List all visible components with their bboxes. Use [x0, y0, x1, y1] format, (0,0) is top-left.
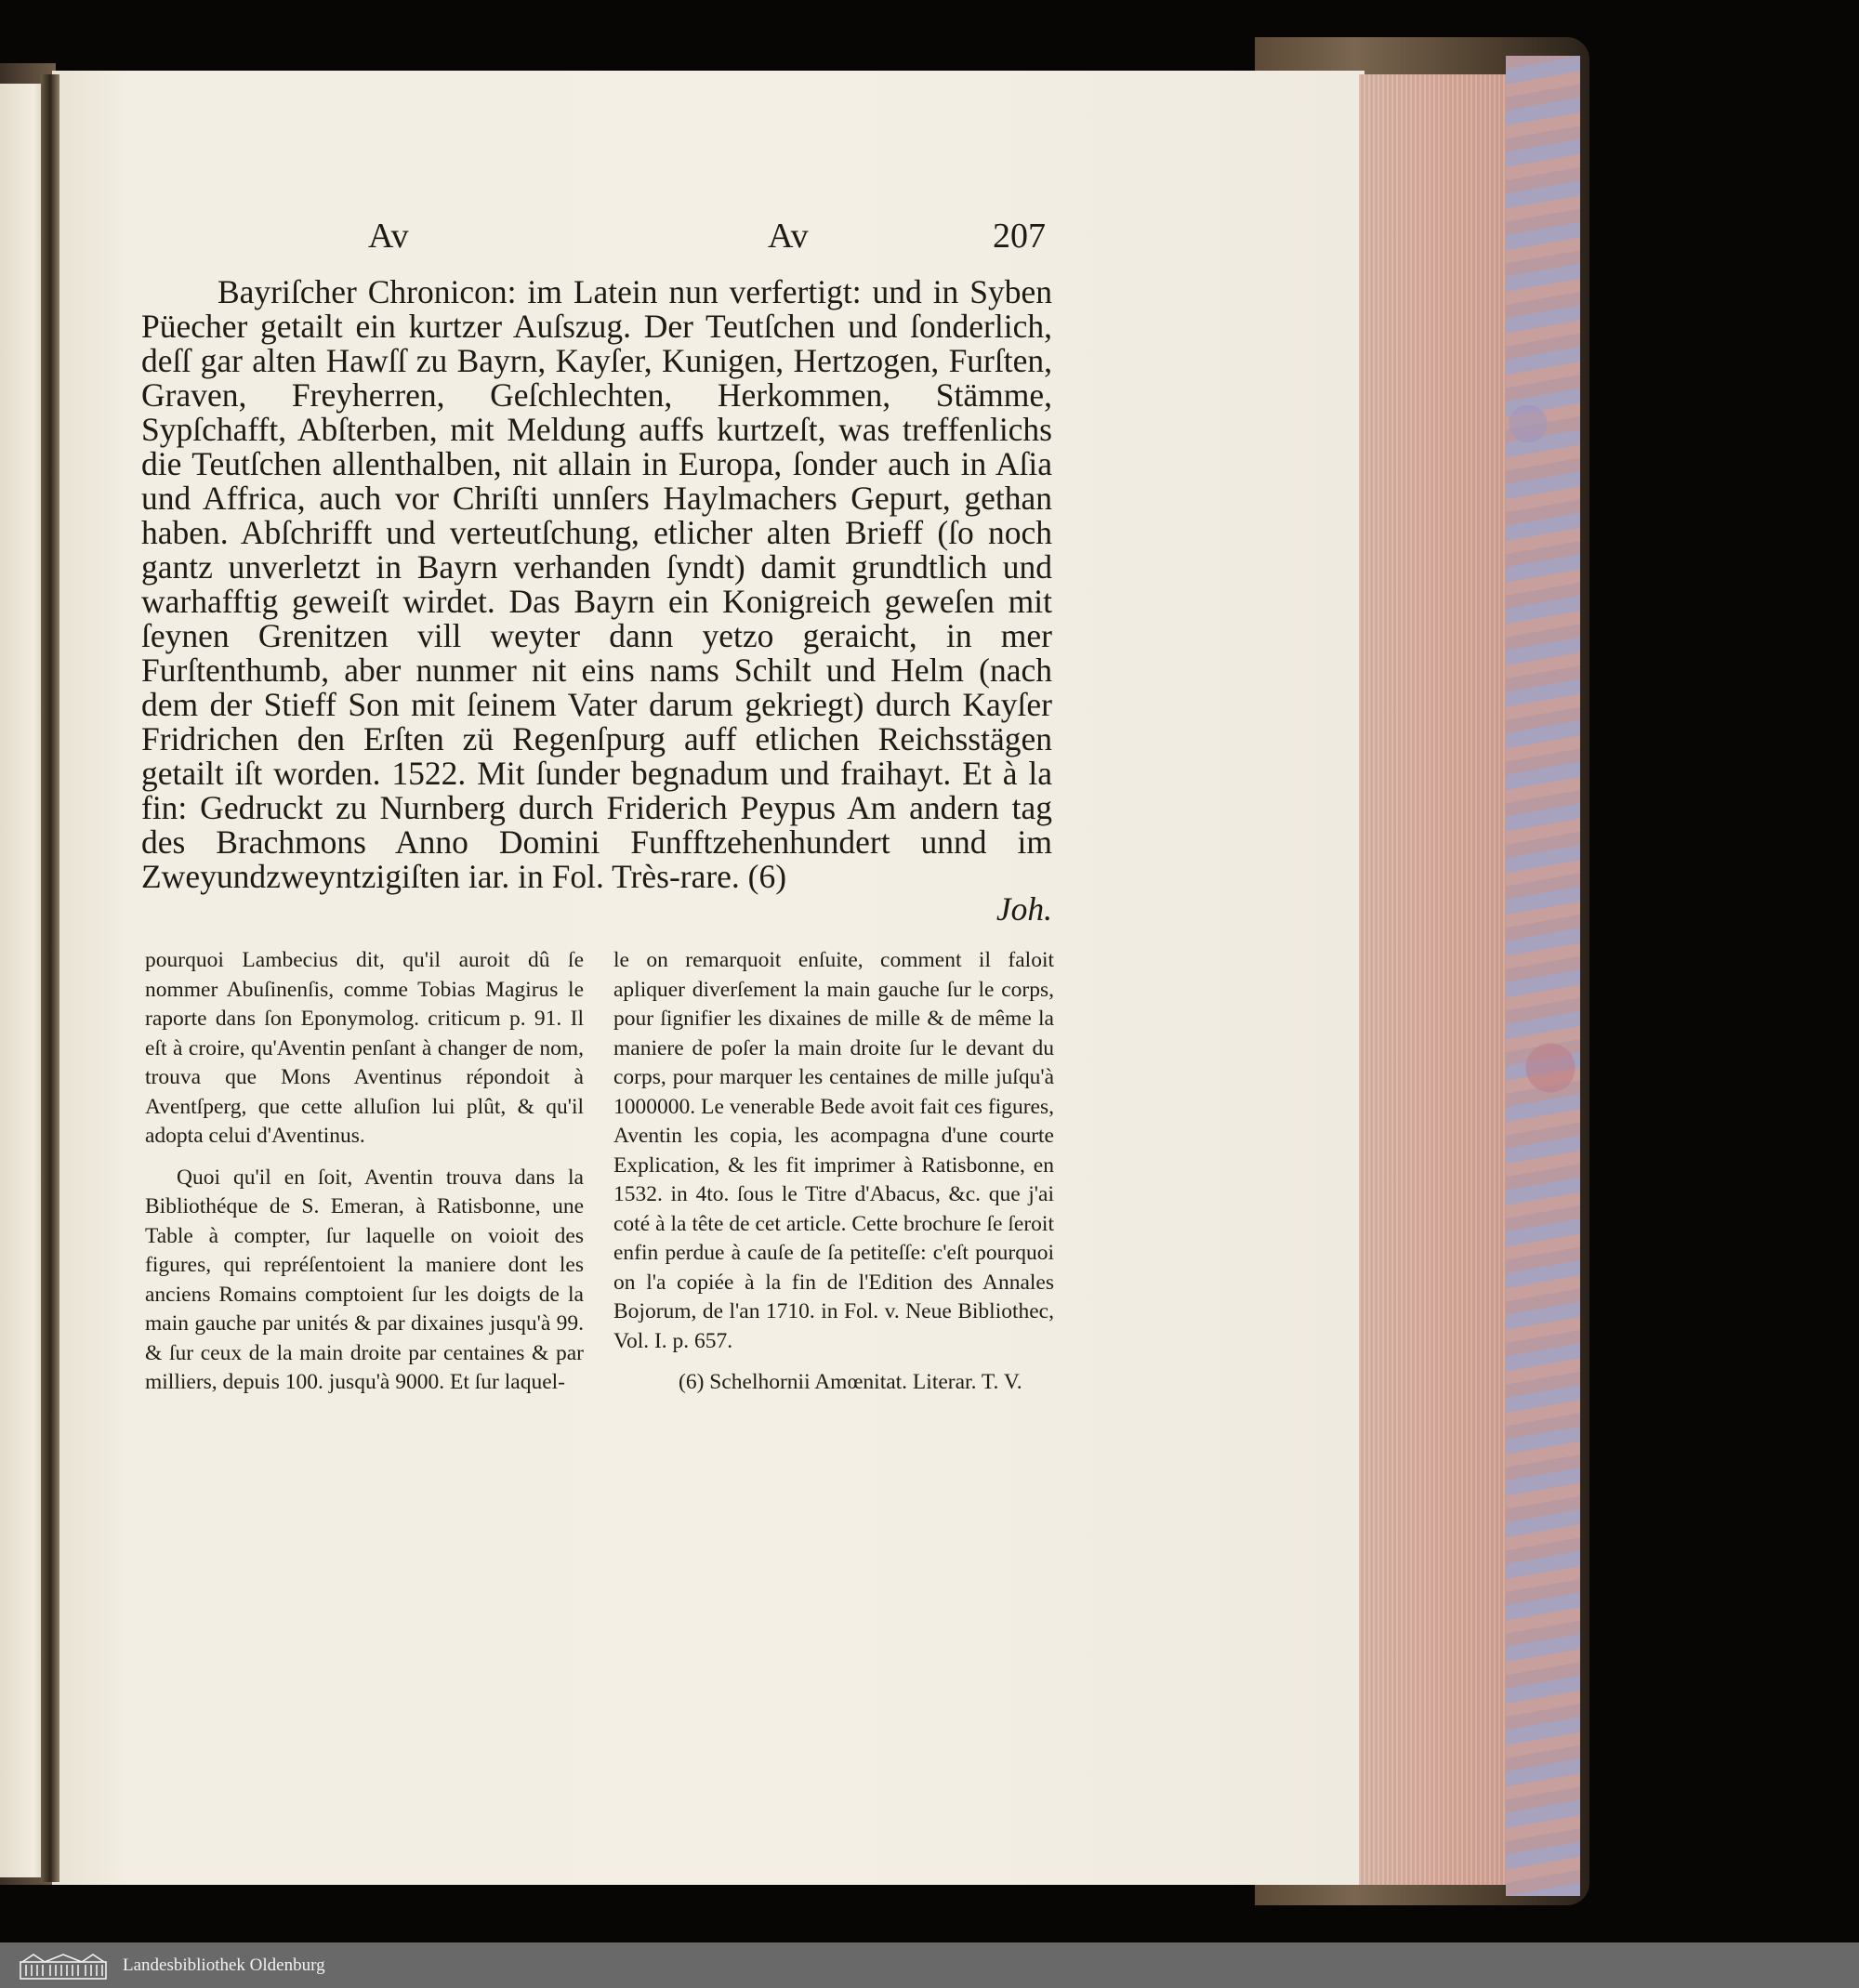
footnote: (6) Schelhornii Amœnitat. Literar. T. V. [679, 1370, 1022, 1394]
running-head-center: Av [768, 217, 809, 256]
page-number: 207 [993, 217, 1046, 256]
book-gutter [41, 74, 59, 1882]
marbled-endpaper [1506, 56, 1580, 1896]
note-paragraph: Quoi qu'il en ſoit, Aventin trouva dans la Bibliothéque de S. Emeran, à Ratisbonne, une Table à compter, ſur laquelle on voioit des figures, qui repréſentoient la maniere dont les anciens Romains comptoient ſur les doigts de la main gauche par unités & par dixaines jusqu'à 99. & ſur ceux de la main droite par centaines & par milliers, depuis 100. jusqu'à 9000. Et ſur laquel- [145, 1165, 584, 1394]
note-column-right [613, 946, 1054, 1398]
library-building-icon [17, 1951, 110, 1981]
library-name: Landesbibliothek Oldenburg [123, 1955, 325, 1975]
running-head-left: Av [368, 217, 409, 256]
note-paragraph: le on remarquoit enſuite, comment il faloit apliquer diverſement la main gauche ſur le corps, pour ſignifier les dixaines de mille & de même la maniere de poſer la main droite ſur le devant du corps, pour marquer les centaines de mille juſqu'à 1000000. Le venerable Bede avoit fait ces figures, Aventin les copia, les acompagna d'une courte Explication, & les fit imprimer à Ratisbonne, en 1532. in 4to. ſous le Titre d'Abacus, &c. que j'ai coté à la tête de cet article. Cette brochure ſe ſeroit enfin perdue à cauſe de ſa petiteſſe: c'eſt pourquoi on l'a copiée à la fin de l'Edition des Annales Bojorum, de l'an 1710. in Fol. v. Neue Bibliothec, Vol. I. p. 657. [613, 948, 1054, 1353]
note-column-left [145, 946, 584, 1398]
footer-bar [0, 1942, 1859, 1988]
catchword: Joh. [995, 890, 1052, 928]
note-paragraph: pourquoi Lambecius dit, qu'il auroit dû ſe nommer Abuſinenſis, comme Tobias Magirus le raporte dans ſon Eponymolog. criticum p. 91. Il eſt à croire, qu'Aventin penſant à changer de nom, trouva que Mons Aventinus répondoit à Aventſperg, que cette alluſion lui plût, & qu'il adopta celui d'Aventinus. [145, 948, 584, 1148]
main-paragraph: Bayriſcher Chronicon: im Latein nun verfertigt: und in Syben Püecher getailt ein kurtzer Auſszug. Der Teutſchen und ſonderlich, deſſ gar alten Hawſſ zu Bayrn, Kayſer, Kunigen, Hertzogen, Furſten, Graven, Freyherren, Geſchlechten, Herkommen, Stämme, Sypſchafft, Abſterben, mit Meldung auffs kurtzeſt, was treffenlichs die Teutſchen allenthalben, nit allain in Europa, ſonder auch in Aſia und Affrica, auch vor Chriſti unnſers Haylmachers Gepurt, gethan haben. Abſchrifft und verteutſchung, etlicher alten Brieff (ſo noch gantz unverletzt in Bayrn verhanden ſyndt) damit grundtlich und warhafftig geweiſt wirdet. Das Bayrn ein Konigreich geweſen mit ſeynen Grenitzen vill weyter dann yetzo geraicht, in mer Furſtenthumb, aber nunmer nit eins nams Schilt und Helm (nach dem der Stieff Son mit ſeinem Vater darum gekriegt) durch Kayſer Fridrichen den Erſten zü Regenſpurg auff etlichen Reichsstägen getailt iſt worden. 1522. Mit ſunder begnadum und fraihayt. Et à la fin: Gedruckt zu Nurnberg durch Friderich Peypus Am andern tag des Brachmons Anno Domini Funfftzehenhundert unnd im Zweyundzweyntzigiſten iar. in Fol. Très-rare. (6) [141, 273, 1052, 895]
main-entry-text [141, 275, 1052, 927]
